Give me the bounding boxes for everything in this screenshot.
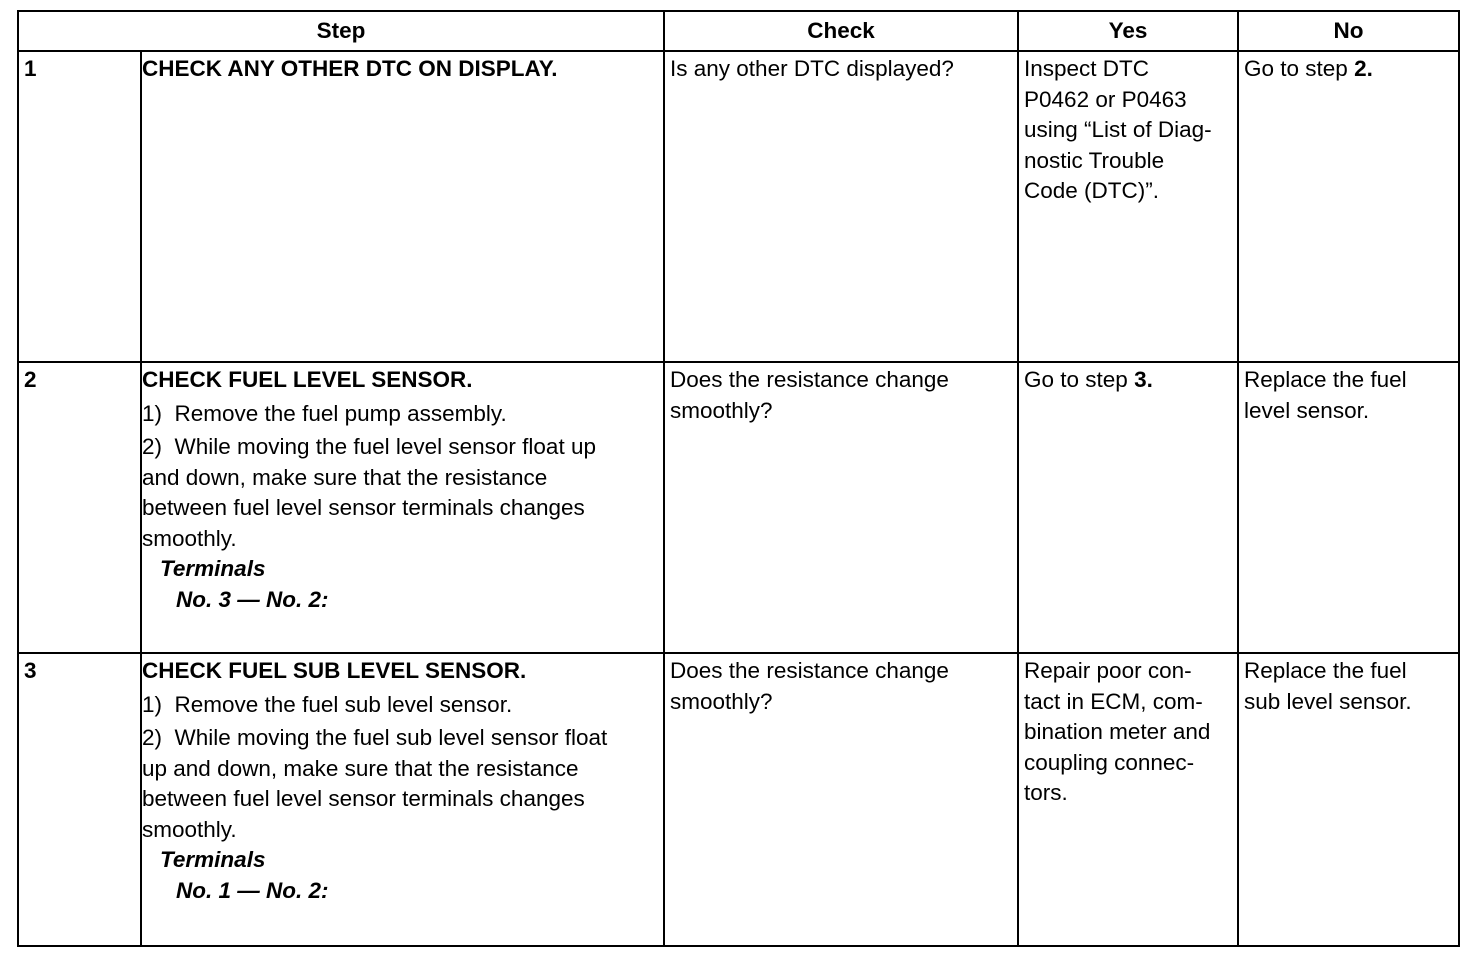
header-check: Check — [664, 11, 1018, 51]
check-cell — [664, 362, 1018, 653]
yes-line: tors. — [1024, 780, 1068, 805]
check-cell — [664, 653, 1018, 946]
yes-line: coupling connec- — [1024, 749, 1195, 775]
table-row — [18, 51, 1459, 362]
yes-line: Repair poor con- — [1024, 658, 1192, 683]
yes-text: Go to step — [1024, 367, 1135, 392]
procedure-step-2-line: and down, make sure that the resistance — [142, 464, 548, 490]
procedure-step-2-line: 2) While moving the fuel level sensor float up — [142, 434, 596, 459]
check-line: smoothly? — [670, 688, 773, 714]
yes-line: tact in ECM, com- — [1024, 688, 1203, 714]
yes-line: P0462 or P0463 — [1024, 86, 1187, 112]
procedure-step-2-line: 2) While moving the fuel sub level sensor float — [142, 725, 608, 750]
terminals-value: No. 1 — No. 2: — [176, 877, 329, 903]
header-step: Step — [18, 11, 664, 51]
check-line: Does the resistance change — [670, 658, 949, 683]
terminals-value: No. 3 — No. 2: — [176, 586, 329, 612]
procedure-step-1: 1) Remove the fuel sub level sensor. — [142, 691, 513, 717]
procedure-step-2-line: smoothly. — [142, 816, 237, 842]
yes-cell — [1018, 653, 1238, 946]
step-description — [141, 653, 664, 946]
no-step-ref: 2. — [1354, 56, 1373, 81]
procedure-step-2-line: between fuel level sensor terminals changes — [142, 786, 585, 811]
no-cell — [1238, 653, 1459, 946]
check-cell — [664, 51, 1018, 362]
table-row — [18, 653, 1459, 946]
step-number: 1 — [18, 51, 141, 362]
yes-step-ref: 3. — [1134, 367, 1153, 392]
check-line: smoothly? — [670, 397, 773, 423]
yes-cell — [1018, 362, 1238, 653]
step-title: CHECK ANY OTHER DTC ON DISPLAY. — [142, 56, 558, 81]
check-line: Does the resistance change — [670, 367, 949, 392]
yes-cell — [1018, 51, 1238, 362]
header-row — [18, 11, 1459, 51]
diagnostic-table — [17, 10, 1460, 947]
yes-line: Inspect DTC — [1024, 56, 1150, 81]
step-title: CHECK FUEL SUB LEVEL SENSOR. — [142, 658, 527, 683]
header-yes: Yes — [1018, 11, 1238, 51]
no-line: Replace the fuel — [1244, 367, 1407, 392]
no-text: Go to step — [1244, 56, 1355, 81]
terminals-label: Terminals — [160, 847, 266, 872]
terminals-label: Terminals — [160, 556, 266, 581]
table-row — [18, 362, 1459, 653]
step-number: 2 — [18, 362, 141, 653]
no-cell — [1238, 362, 1459, 653]
no-line: Replace the fuel — [1244, 658, 1407, 683]
no-line: sub level sensor. — [1244, 688, 1412, 714]
no-cell — [1238, 51, 1459, 362]
procedure-step-1: 1) Remove the fuel pump assembly. — [142, 400, 507, 426]
yes-line: Code (DTC)”. — [1024, 178, 1160, 203]
step-title: CHECK FUEL LEVEL SENSOR. — [142, 367, 473, 392]
yes-line: nostic Trouble — [1024, 147, 1165, 173]
step-description — [141, 51, 664, 362]
procedure-step-2-line: smoothly. — [142, 525, 237, 551]
step-number: 3 — [18, 653, 141, 946]
procedure-step-2-line: between fuel level sensor terminals changes — [142, 495, 585, 520]
check-text: Is any other DTC displayed? — [670, 56, 954, 81]
no-line: level sensor. — [1244, 397, 1370, 423]
procedure-step-2-line: up and down, make sure that the resistance — [142, 755, 579, 781]
yes-line: bination meter and — [1024, 719, 1211, 744]
yes-line: using “List of Diag- — [1024, 117, 1212, 142]
step-description — [141, 362, 664, 653]
header-no: No — [1238, 11, 1459, 51]
